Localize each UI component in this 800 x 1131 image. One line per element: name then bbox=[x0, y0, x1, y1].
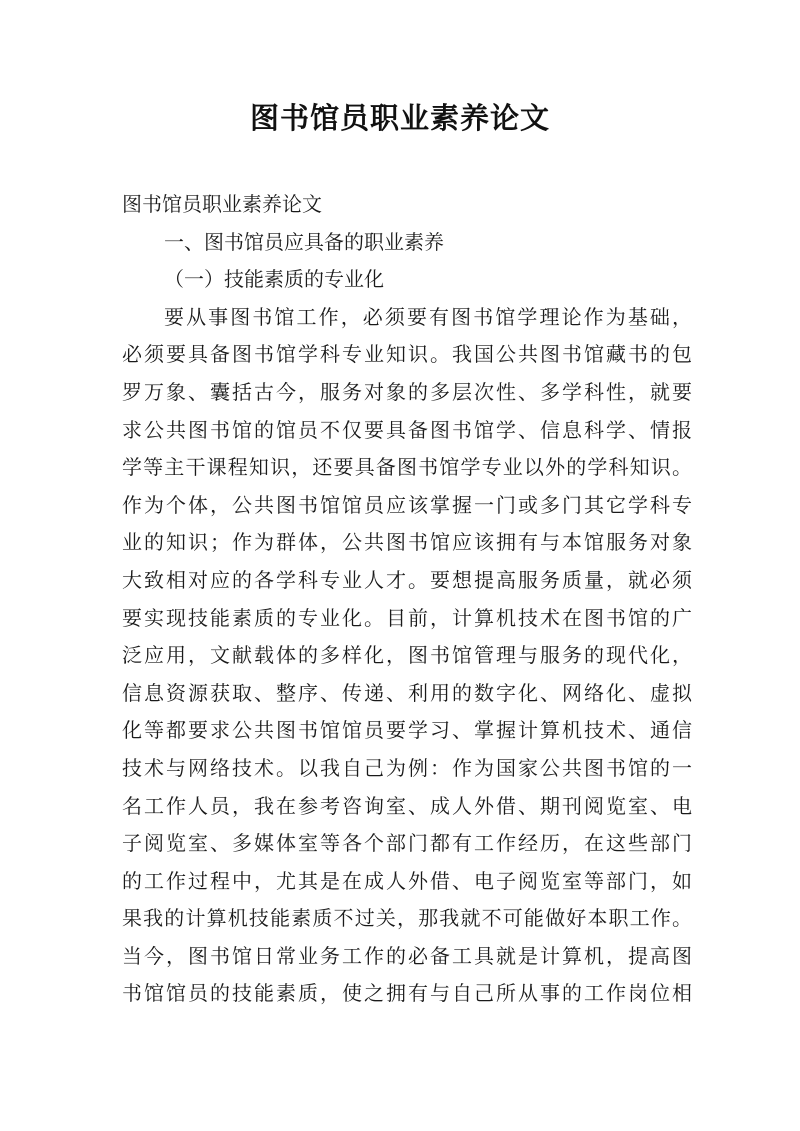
section-heading: 一、图书馆员应具备的职业素养 bbox=[164, 229, 444, 254]
document-body bbox=[122, 186, 692, 1013]
text-line: 名工作人员，我在参考咨询室、成人外借、期刊阅览室、电 bbox=[122, 793, 692, 818]
text-line: 的工作过程中，尤其是在成人外借、电子阅览室等部门，如 bbox=[122, 868, 692, 893]
subsection-heading: （一）技能素质的专业化 bbox=[164, 267, 384, 292]
text-line: 信息资源获取、整序、传递、利用的数字化、网络化、虚拟 bbox=[122, 680, 692, 705]
text-line: 必须要具备图书馆学科专业知识。我国公共图书馆藏书的包 bbox=[122, 342, 692, 367]
document-title: 图书馆员职业素养论文 bbox=[249, 101, 550, 135]
text-line: 图书馆员职业素养论文 bbox=[122, 192, 322, 216]
text-line: 书馆馆员的技能素质，使之拥有与自己所从事的工作岗位相 bbox=[122, 981, 692, 1006]
text-line: 大致相对应的各学科专业人才。要想提高服务质量，就必须 bbox=[122, 567, 692, 592]
text-line: 求公共图书馆的馆员不仅要具备图书馆学、信息科学、情报 bbox=[122, 417, 692, 442]
text-line: 果我的计算机技能素质不过关，那我就不可能做好本职工作。 bbox=[122, 906, 692, 931]
text-line: 业的知识；作为群体，公共图书馆应该拥有与本馆服务对象 bbox=[122, 530, 692, 555]
text-line: 罗万象、囊括古今，服务对象的多层次性、多学科性，就要 bbox=[122, 379, 692, 404]
text-line: 要从事图书馆工作，必须要有图书馆学理论作为基础， bbox=[164, 304, 692, 329]
text-line: 学等主干课程知识，还要具备图书馆学专业以外的学科知识。 bbox=[122, 455, 692, 480]
text-line: 作为个体，公共图书馆馆员应该掌握一门或多门其它学科专 bbox=[122, 492, 692, 517]
text-line: 当今，图书馆日常业务工作的必备工具就是计算机，提高图 bbox=[122, 943, 692, 968]
text-line: 要实现技能素质的专业化。目前，计算机技术在图书馆的广 bbox=[122, 605, 692, 630]
text-line: 技术与网络技术。以我自己为例：作为国家公共图书馆的一 bbox=[122, 755, 692, 780]
text-line: 子阅览室、多媒体室等各个部门都有工作经历，在这些部门 bbox=[122, 831, 692, 856]
text-line: 泛应用，文献载体的多样化，图书馆管理与服务的现代化， bbox=[122, 643, 692, 668]
text-line: 化等都要求公共图书馆馆员要学习、掌握计算机技术、通信 bbox=[122, 718, 692, 743]
